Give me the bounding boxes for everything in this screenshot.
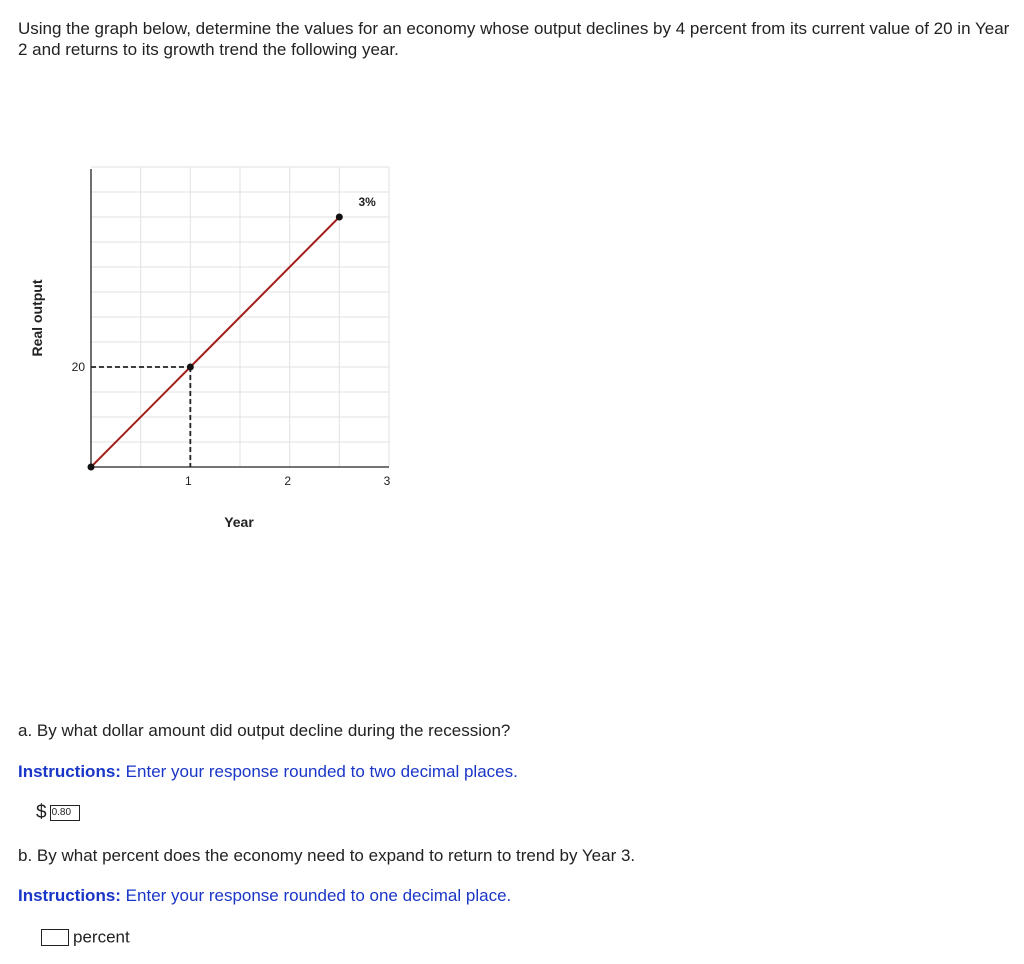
part-a-answer <box>36 802 80 824</box>
percent-unit-label: percent <box>73 927 130 947</box>
y-tick-label: 20 <box>71 360 85 374</box>
part-a-instructions-text: Enter your response rounded to two decimal places. <box>120 762 518 781</box>
growth-chart <box>0 140 420 560</box>
x-axis-title: Year <box>224 514 254 530</box>
part-b-instructions-label: Instructions: <box>18 886 121 905</box>
y-axis-title: Real output <box>29 279 45 357</box>
part-b-answer <box>41 927 130 948</box>
chart-svg <box>0 140 420 560</box>
question-intro: Using the graph below, determine the values for an economy whose output declines by 4 percent from its current value of 20 in Year 2 and returns to its growth trend the following year. <box>18 19 1010 59</box>
data-point <box>187 364 194 371</box>
data-point <box>336 214 343 221</box>
data-point <box>88 464 95 471</box>
x-tick-label: 2 <box>284 474 292 488</box>
part-b-instructions-text: Enter your response rounded to one decimal place. <box>120 886 512 905</box>
percent-expansion-input[interactable] <box>41 929 69 946</box>
part-a-instructions <box>18 762 518 782</box>
part-a-question: a. By what dollar amount did output decline during the recession? <box>18 721 511 740</box>
part-b-instructions <box>18 886 511 906</box>
x-tick-label: 1 <box>184 474 192 488</box>
dollar-decline-input[interactable]: 0.80 <box>50 805 80 821</box>
x-tick-label: 3 <box>383 474 391 488</box>
dollar-sign: $ <box>36 802 47 823</box>
part-b-question: b. By what percent does the economy need to expand to return to trend by Year 3. <box>18 846 636 865</box>
part-a-instructions-label: Instructions: <box>18 762 121 781</box>
growth-rate-label: 3% <box>358 195 376 209</box>
